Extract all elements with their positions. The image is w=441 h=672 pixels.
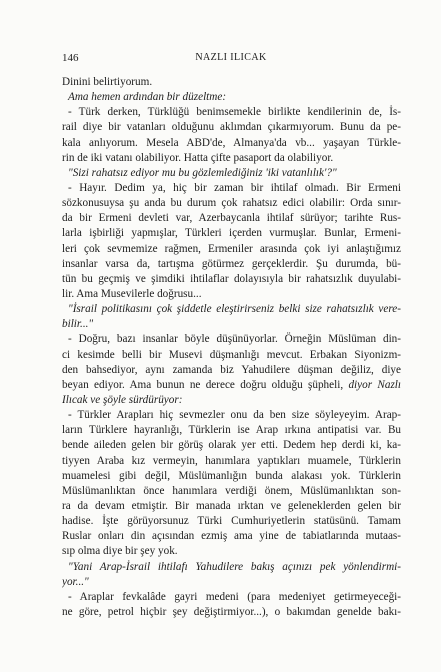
text-line bbox=[62, 560, 401, 575]
text-line-content: - Türkler Arapları hiç sevmezler onu da ben size söyleyeyim. Arap- bbox=[68, 409, 401, 422]
text-line bbox=[62, 499, 401, 514]
text-line bbox=[62, 332, 401, 347]
text-line bbox=[62, 590, 401, 605]
text-line bbox=[62, 348, 401, 363]
text-line bbox=[62, 242, 401, 257]
text-line bbox=[62, 120, 401, 135]
text-line-content: sıp olma diye bir şey yok. bbox=[62, 545, 178, 558]
text-line-content: leri çok sevmemize rağmen, Ermeniler arasında çok iyi anlaştığımız bbox=[62, 242, 401, 255]
text-line-content: larla işbirliği yapmışlar, Türkleri içerden vurmuşlar. Bunlar, Ermeni- bbox=[62, 227, 401, 240]
text-line-content: ci kesimde belli bir Musevi düşmanlığı mevcut. Erbakan Siyonizm- bbox=[62, 348, 401, 361]
text-line bbox=[62, 378, 401, 393]
text-line-content: bende aileden gelen bir görüş olarak yer etti. Dedem hep derdi ki, ka- bbox=[62, 439, 401, 452]
text-line bbox=[62, 166, 401, 181]
text-line bbox=[62, 423, 401, 438]
text-line bbox=[62, 181, 401, 196]
text-line-content: den bahsediyor, aynı zamanda biz Yahudilere düşman değiliz, diye bbox=[62, 363, 401, 376]
text-line bbox=[62, 272, 401, 287]
text-line-content: hadise. İşte görüyorsunuz Türki Cumhuriyetlerin statüsünü. Tamam bbox=[62, 515, 401, 528]
text-line-content: ların Türklere hayranlığı, Türklerin ise Arap ırkına antipatisi var. Bu bbox=[62, 424, 401, 437]
text-line-content: "İsrail politikasını çok şiddetle eleştirirseniz belki size rahatsızlık vere- bbox=[68, 303, 401, 316]
text-line bbox=[62, 363, 401, 378]
text-line-content: Ruslar onları din açısından ezmiş ama yine de tabiatlarında mutaas- bbox=[62, 530, 401, 543]
text-line bbox=[62, 408, 401, 423]
text-line bbox=[62, 151, 401, 166]
text-line bbox=[62, 226, 401, 241]
page-number: 146 bbox=[62, 52, 79, 64]
text-line bbox=[62, 544, 401, 559]
text-line bbox=[62, 484, 401, 499]
text-line-content: muamelesi gibi değil, Müslümanlığın bunda alakası yok. Türklerin bbox=[62, 469, 401, 482]
page-header bbox=[62, 52, 400, 66]
text-line-content: ne göre, petrol hiçbir şey değiştirmiyor...), o bakımdan genelde bakı- bbox=[62, 605, 401, 618]
text-line bbox=[62, 257, 401, 272]
text-line bbox=[62, 302, 401, 317]
text-line bbox=[62, 454, 401, 469]
text-line-content: Müslümanlıktan önce hanımlara verdiği önem, Müslümanlıktan son- bbox=[62, 484, 401, 497]
text-line-content: - Araplar fevkalâde gayri medeni (para medeniyet getirmeyeceği- bbox=[68, 590, 401, 603]
text-line bbox=[62, 605, 401, 620]
text-line-content: - Doğru, bazı insanlar böyle düşünüyorlar. Örneğin Müslüman din- bbox=[68, 333, 401, 346]
text-line-content: beyan ediyor. Ama bunun ne derece doğru olduğu şüpheli, bbox=[62, 378, 344, 391]
text-line-content: kala anlıyorum. Mesela ABD'de, Almanya'da vb... yaşayan Türkle- bbox=[62, 136, 401, 149]
text-line-content: bilir..." bbox=[62, 318, 94, 331]
text-line-content: rail diye bir vatanları olduğunu aklımdan çıkarmıyorum. Bunu da pe- bbox=[62, 121, 401, 134]
text-line-content: lir. Ama Musevilerle doğrusu... bbox=[62, 287, 202, 300]
text-line bbox=[62, 75, 401, 90]
body-text bbox=[62, 75, 401, 620]
text-line bbox=[62, 90, 401, 105]
text-line bbox=[62, 317, 401, 332]
text-line-content: sözkonusuysa şu anda bu durum çok rahatsız edici olabilir: Orda sınır- bbox=[62, 197, 401, 210]
text-line bbox=[62, 211, 401, 226]
text-line bbox=[62, 469, 401, 484]
text-line-content: Dinini belirtiyorum. bbox=[62, 76, 153, 88]
text-line-content: insanlar varsa da, tartışma götürmez gerçeklerdir. Şu durumda, bü- bbox=[62, 257, 401, 270]
text-line-content: ra da devam etmiştir. Bir manada ırktan ve geleneklerden gelen bir bbox=[62, 499, 401, 512]
text-line-content: da bir Ermeni devleti var, Azerbaycanla ihtilaf sürüyor; tarihte Rus- bbox=[62, 212, 401, 225]
text-line-content: rin de iki vatanı olabiliyor. Hatta çifte pasaport da olabiliyor. bbox=[62, 151, 334, 164]
text-line-content: "Yani Arap-İsrail ihtilafı Yahudilere bakış açınızı pek yönlendirmi- bbox=[68, 560, 401, 573]
running-title: NAZLI ILICAK bbox=[195, 52, 267, 63]
text-line bbox=[62, 136, 401, 151]
text-line-content: tiyyen Araba kız vermeyin, hanımlara yaptıkları muamele, Türklerin bbox=[62, 454, 401, 467]
text-line bbox=[62, 514, 401, 529]
text-line-content: - Türk derken, Türklüğü benimsemekle birlikte kendilerinin de, İs- bbox=[68, 106, 401, 119]
text-line bbox=[62, 438, 401, 453]
text-line bbox=[62, 393, 401, 408]
text-line-content: - Hayır. Dedim ya, hiç bir zaman bir ihtilaf olmadı. Bir Ermeni bbox=[68, 181, 401, 194]
italic-attribution: diyor Nazlı bbox=[348, 378, 401, 391]
text-line bbox=[62, 105, 401, 120]
text-line-content: yor..." bbox=[62, 575, 89, 588]
text-line-content: Ilıcak ve şöyle sürdürüyor: bbox=[62, 393, 183, 406]
text-line-content: tün bu geçmiş ve şimdiki ihtilaflar dolayısıyla bir rahatsızlık duyulabi- bbox=[62, 272, 401, 285]
text-line bbox=[62, 529, 401, 544]
text-line-content: Ama hemen ardından bir düzeltme: bbox=[68, 91, 227, 104]
text-line bbox=[62, 575, 401, 590]
text-line bbox=[62, 287, 401, 302]
text-line-content: "Sizi rahatsız ediyor mu bu gözlemlediğiniz 'iki vatanlılık'?" bbox=[68, 166, 337, 179]
text-line bbox=[62, 196, 401, 211]
